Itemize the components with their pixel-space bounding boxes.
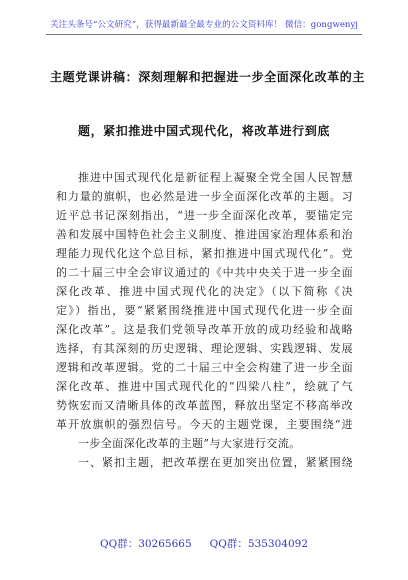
body-line: 理能力现代化这个总目标，紧扣推进中国式现代化”。党: [56, 247, 353, 260]
body-line: 势恢宏而又清晰具体的改革蓝图，释放出坚定不移高举改: [56, 399, 353, 412]
body-line: 一步全面深化改革的主题”与大家进行交流。: [78, 437, 301, 450]
header-divider: [46, 34, 362, 35]
body-line: 革开放旗帜的强烈信号。今天的主题党课，主要围绕“进: [56, 418, 353, 431]
footer-qq-group-1: QQ群：30265665: [99, 538, 192, 550]
footer-contact: [0, 537, 408, 551]
header-promo-note: 关注头条号“公文研究”，获得最新最全最专业的公文资料库！ 微信：gongwenyj: [50, 20, 358, 30]
body-line: 一、紧扣主题，把改革摆在更加突出位置，紧紧围绕: [78, 456, 353, 469]
body-line: 选择，有其深刻的历史逻辑、理论逻辑、实践逻辑、发展: [56, 342, 353, 355]
body-line: 推进中国式现代化是新征程上凝聚全党全国人民智慧: [78, 171, 353, 184]
body-line: 深化改革、推进中国式现代化的“四梁八柱”，绘就了气: [56, 380, 353, 393]
body-line: 近平总书记深刻指出，“进一步全面深化改革，要锚定完: [56, 209, 353, 222]
body-line: 和力量的旗帜，也必然是进一步全面深化改革的主题。习: [56, 190, 353, 203]
footer-qq-group-2: QQ群：535304092: [209, 538, 308, 550]
body-line: 定》）指出，要“紧紧围绕推进中国式现代化进一步全面: [56, 304, 353, 317]
body-line: 逻辑和改革逻辑。党的二十届三中全会构建了进一步全面: [56, 361, 353, 374]
body-line: 深化改革、推进中国式现代化的决定》（以下简称《决: [56, 285, 353, 298]
body-line: 的二十届三中全会审议通过的《中共中央关于进一步全面: [56, 266, 353, 279]
document-body: [56, 168, 353, 472]
body-line: 深化改革”。这是我们党领导改革开放的成功经验和战略: [56, 323, 353, 336]
body-line: 善和发展中国特色社会主义制度、推进国家治理体系和治: [56, 228, 353, 241]
document-title-line-2: 题，紧扣推进中国式现代化，将改革进行到底: [77, 124, 330, 138]
document-title-line-1: 主题党课讲稿：深刻理解和把握进一步全面深化改革的主: [50, 70, 366, 84]
